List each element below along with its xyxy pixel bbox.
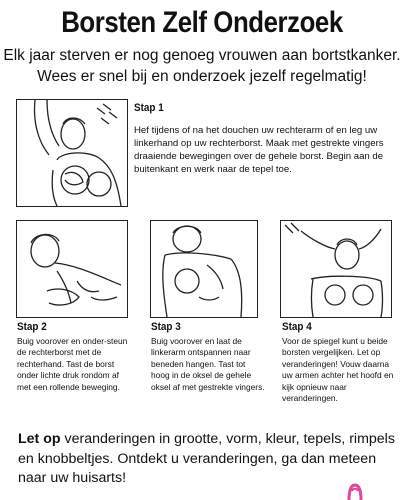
pink-ribbon-icon [341,483,369,500]
step-1-illustration [16,99,128,207]
step-2-figure [17,221,127,317]
step-3-figure [151,221,257,317]
step-3-illustration [150,220,258,318]
warning-emphasis: Let op [18,431,61,447]
warning-message [18,430,398,489]
step-2-text: Buig voorover en onder-steun de rechterborst met de rechterhand. Tast de borst onder lichte druk rondom af met een rollende beweging. [17,336,128,392]
step-4-heading: Stap 4 [282,321,312,333]
step-2-illustration [16,220,128,318]
step-2-heading: Stap 2 [17,321,47,333]
step-1-text: Hef tijdens of na het douchen uw rechterarm of en leg uw linkerhand op uw rechterborst. Maak met gestrekte vingers draaiende bewegingen over de gehele borst. Begin aan de buitenkant en werk naar de tepel toe. [134,125,384,175]
step-4-figure [281,221,391,317]
step-4-illustration [280,220,392,318]
step-1-figure [17,100,127,206]
step-1-heading: Stap 1 [134,102,164,114]
warning-text: veranderingen in grootte, vorm, kleur, tepels, rimpels en knobbeltjes. Ontdekt u veranderingen, ga dan meteen naar uw huisarts! [18,431,395,486]
subtitle-line-2: Wees er snel bij en onderzoek jezelf regelmatig! [37,68,367,85]
subtitle-line-1: Elk jaar sterven er nog genoeg vrouwen aan bortstkanker. [3,47,401,64]
step-3-heading: Stap 3 [151,321,181,333]
page-title: Borsten Zelf Onderzoek [61,6,343,39]
step-4-text: Voor de spiegel kunt u beide borsten vergelijken. Let op veranderingen! Vouw daarna uw armen achter het hoofd en kijk opnieuw naar veranderingen. [282,336,394,404]
step-3-text: Buig voorover en laat de linkerarm ontspannen naar beneden hangen. Tast tot hoog in de oksel de gehele oksel af met gestrekte vingers. [151,336,265,392]
